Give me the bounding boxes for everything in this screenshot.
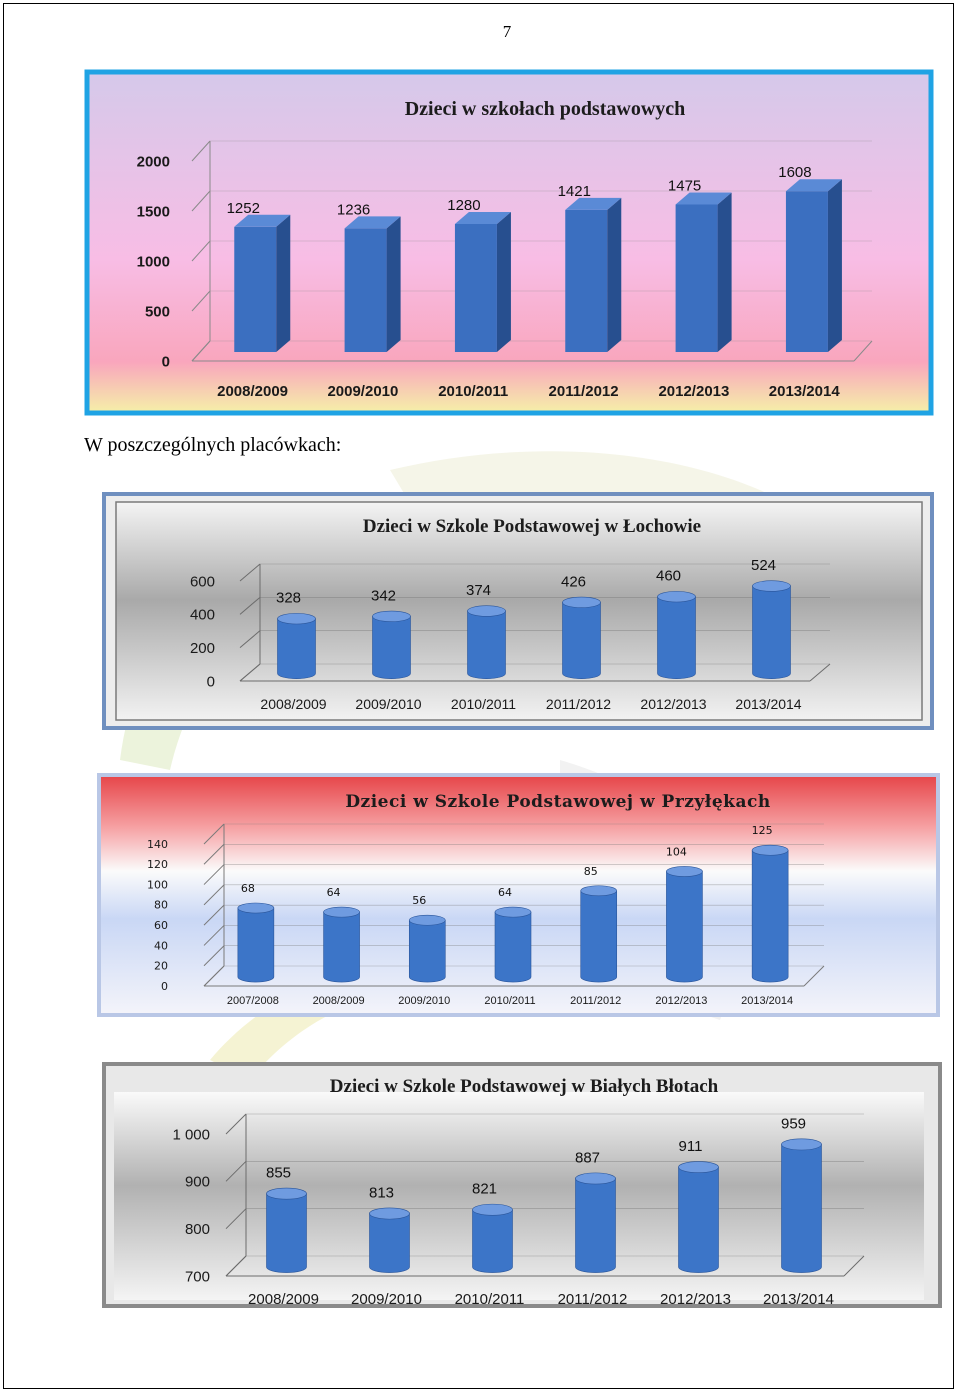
y-tick-label: 1000: [136, 253, 170, 271]
x-tick-label: 2011/2012: [557, 1291, 628, 1308]
y-tick-label: 600: [189, 573, 215, 591]
x-tick-label: 2013/2014: [741, 995, 794, 1007]
y-tick-label: 140: [147, 837, 168, 851]
x-tick-label: 2010/2011: [450, 696, 517, 712]
y-tick-label: 800: [184, 1220, 210, 1238]
data-label: 1421: [557, 182, 591, 200]
x-tick-label: 2013/2014: [735, 696, 802, 712]
y-tick-label: 2000: [136, 153, 170, 171]
chart-title: Dzieci w Szkole Podstawowej w Przyłękach: [345, 792, 771, 812]
data-label: 342: [370, 587, 397, 605]
data-label: 104: [665, 845, 687, 859]
chart-schools-total: [84, 69, 934, 416]
bar: [666, 872, 702, 983]
bar: [455, 224, 497, 352]
data-label: 460: [655, 567, 682, 585]
chart-lochowo: [102, 492, 934, 730]
bar-top: [581, 886, 617, 896]
bar: [676, 205, 718, 353]
bar-side: [828, 179, 842, 352]
bar: [782, 1144, 822, 1272]
bar-top: [278, 613, 316, 624]
bar-top: [679, 1162, 719, 1173]
bar-side: [607, 198, 621, 352]
y-tick-label: 400: [189, 606, 215, 624]
bar-side: [276, 215, 290, 352]
y-tick-label: 100: [147, 878, 168, 892]
bar: [278, 619, 316, 679]
x-tick-label: 2008/2009: [217, 383, 289, 400]
bar-top: [658, 591, 696, 602]
bar-side: [718, 193, 732, 353]
chart-schools-total-svg: [84, 69, 934, 416]
bar-top: [473, 1204, 513, 1215]
bar-side: [387, 216, 401, 352]
bar: [679, 1167, 719, 1272]
data-label: 64: [326, 886, 341, 900]
x-tick-label: 2011/2012: [548, 383, 619, 400]
chart-przyleki-svg: [96, 772, 941, 1018]
bar-top: [370, 1208, 410, 1219]
bar-top: [782, 1139, 822, 1150]
bar: [409, 920, 445, 982]
bar-top: [267, 1188, 307, 1199]
y-tick-label: 60: [154, 918, 168, 932]
data-label: 85: [583, 864, 598, 878]
data-label: 959: [780, 1115, 807, 1133]
bar: [786, 191, 828, 352]
bar-top: [373, 611, 411, 622]
bar-top: [468, 606, 506, 617]
bar-top: [563, 597, 601, 608]
bar-top: [752, 845, 788, 855]
y-tick-label: 1 000: [172, 1126, 210, 1144]
bar: [373, 616, 411, 678]
bar: [752, 850, 788, 982]
bar-top: [753, 581, 791, 592]
y-tick-label: 700: [184, 1268, 210, 1286]
chart-biale-bloty-svg: [102, 1062, 942, 1308]
data-label: 1236: [336, 201, 371, 219]
data-label: 125: [751, 824, 773, 838]
data-label: 887: [574, 1149, 601, 1167]
chart-biale-bloty: [102, 1062, 942, 1308]
bar-top: [495, 907, 531, 917]
bar: [576, 1178, 616, 1272]
bar: [324, 912, 360, 982]
bar: [468, 611, 506, 679]
bar: [495, 912, 531, 982]
y-tick-label: 900: [184, 1173, 210, 1191]
chart-title: Dzieci w Szkole Podstawowej w Łochowie: [362, 516, 702, 537]
data-label: 1608: [778, 164, 812, 182]
x-tick-label: 2007/2008: [226, 995, 279, 1007]
bar: [267, 1194, 307, 1273]
x-tick-label: 2010/2011: [484, 995, 536, 1007]
bar: [658, 597, 696, 679]
x-tick-label: 2009/2010: [327, 383, 399, 400]
x-tick-label: 2009/2010: [351, 1291, 422, 1308]
x-tick-label: 2008/2009: [248, 1291, 319, 1308]
data-label: 426: [560, 573, 587, 591]
bar-top: [238, 903, 274, 913]
data-label: 1475: [667, 177, 702, 195]
data-label: 64: [498, 886, 512, 900]
data-label: 524: [750, 557, 777, 575]
data-label: 1252: [226, 199, 260, 217]
x-tick-label: 2012/2013: [658, 383, 730, 400]
bar-side: [497, 212, 511, 352]
y-tick-label: 200: [189, 639, 215, 657]
bar: [234, 227, 276, 352]
y-tick-label: 0: [161, 353, 170, 371]
data-label: 813: [368, 1184, 395, 1202]
page-number: 7: [502, 22, 512, 41]
x-tick-label: 2012/2013: [655, 995, 708, 1007]
y-tick-label: 500: [144, 303, 170, 321]
x-tick-label: 2010/2011: [454, 1291, 525, 1308]
bar: [345, 228, 387, 352]
x-tick-label: 2011/2012: [545, 696, 612, 712]
x-tick-label: 2008/2009: [260, 696, 327, 712]
data-label: 56: [412, 894, 427, 908]
y-tick-label: 80: [154, 898, 168, 912]
bar: [565, 210, 607, 352]
x-tick-label: 2012/2013: [640, 696, 707, 712]
x-tick-label: 2012/2013: [660, 1291, 731, 1308]
y-tick-label: 1500: [136, 203, 170, 221]
chart-przyleki: [96, 772, 941, 1018]
y-tick-label: 0: [161, 979, 168, 993]
bar-top: [409, 915, 445, 925]
bar-top: [666, 866, 702, 876]
bar: [753, 586, 791, 679]
x-tick-label: 2010/2011: [438, 383, 509, 400]
bar: [473, 1210, 513, 1273]
bar: [238, 908, 274, 982]
chart-lochowo-svg: [102, 492, 934, 730]
bar-top: [576, 1173, 616, 1184]
y-tick-label: 20: [154, 959, 168, 973]
data-label: 1280: [447, 197, 481, 214]
bar: [563, 602, 601, 678]
data-label: 374: [465, 582, 492, 600]
x-tick-label: 2008/2009: [312, 995, 365, 1007]
y-tick-label: 120: [147, 858, 168, 872]
section-heading: W poszczególnych placówkach:: [84, 434, 342, 456]
y-tick-label: 40: [154, 939, 168, 953]
bar: [370, 1214, 410, 1273]
chart-title: Dzieci w szkołach podstawowych: [404, 98, 686, 120]
x-tick-label: 2009/2010: [355, 696, 422, 712]
y-tick-label: 0: [206, 673, 215, 691]
chart-title: Dzieci w Szkole Podstawowej w Białych Błotach: [329, 1076, 719, 1097]
bar: [581, 891, 617, 982]
bar-top: [324, 907, 360, 917]
data-label: 68: [240, 882, 255, 896]
x-tick-label: 2013/2014: [768, 383, 840, 400]
data-label: 821: [471, 1180, 498, 1198]
x-tick-label: 2011/2012: [570, 995, 622, 1007]
data-label: 855: [265, 1164, 292, 1182]
x-tick-label: 2009/2010: [398, 995, 451, 1007]
x-tick-label: 2013/2014: [763, 1291, 834, 1308]
data-label: 911: [678, 1138, 703, 1156]
data-label: 328: [275, 589, 302, 607]
